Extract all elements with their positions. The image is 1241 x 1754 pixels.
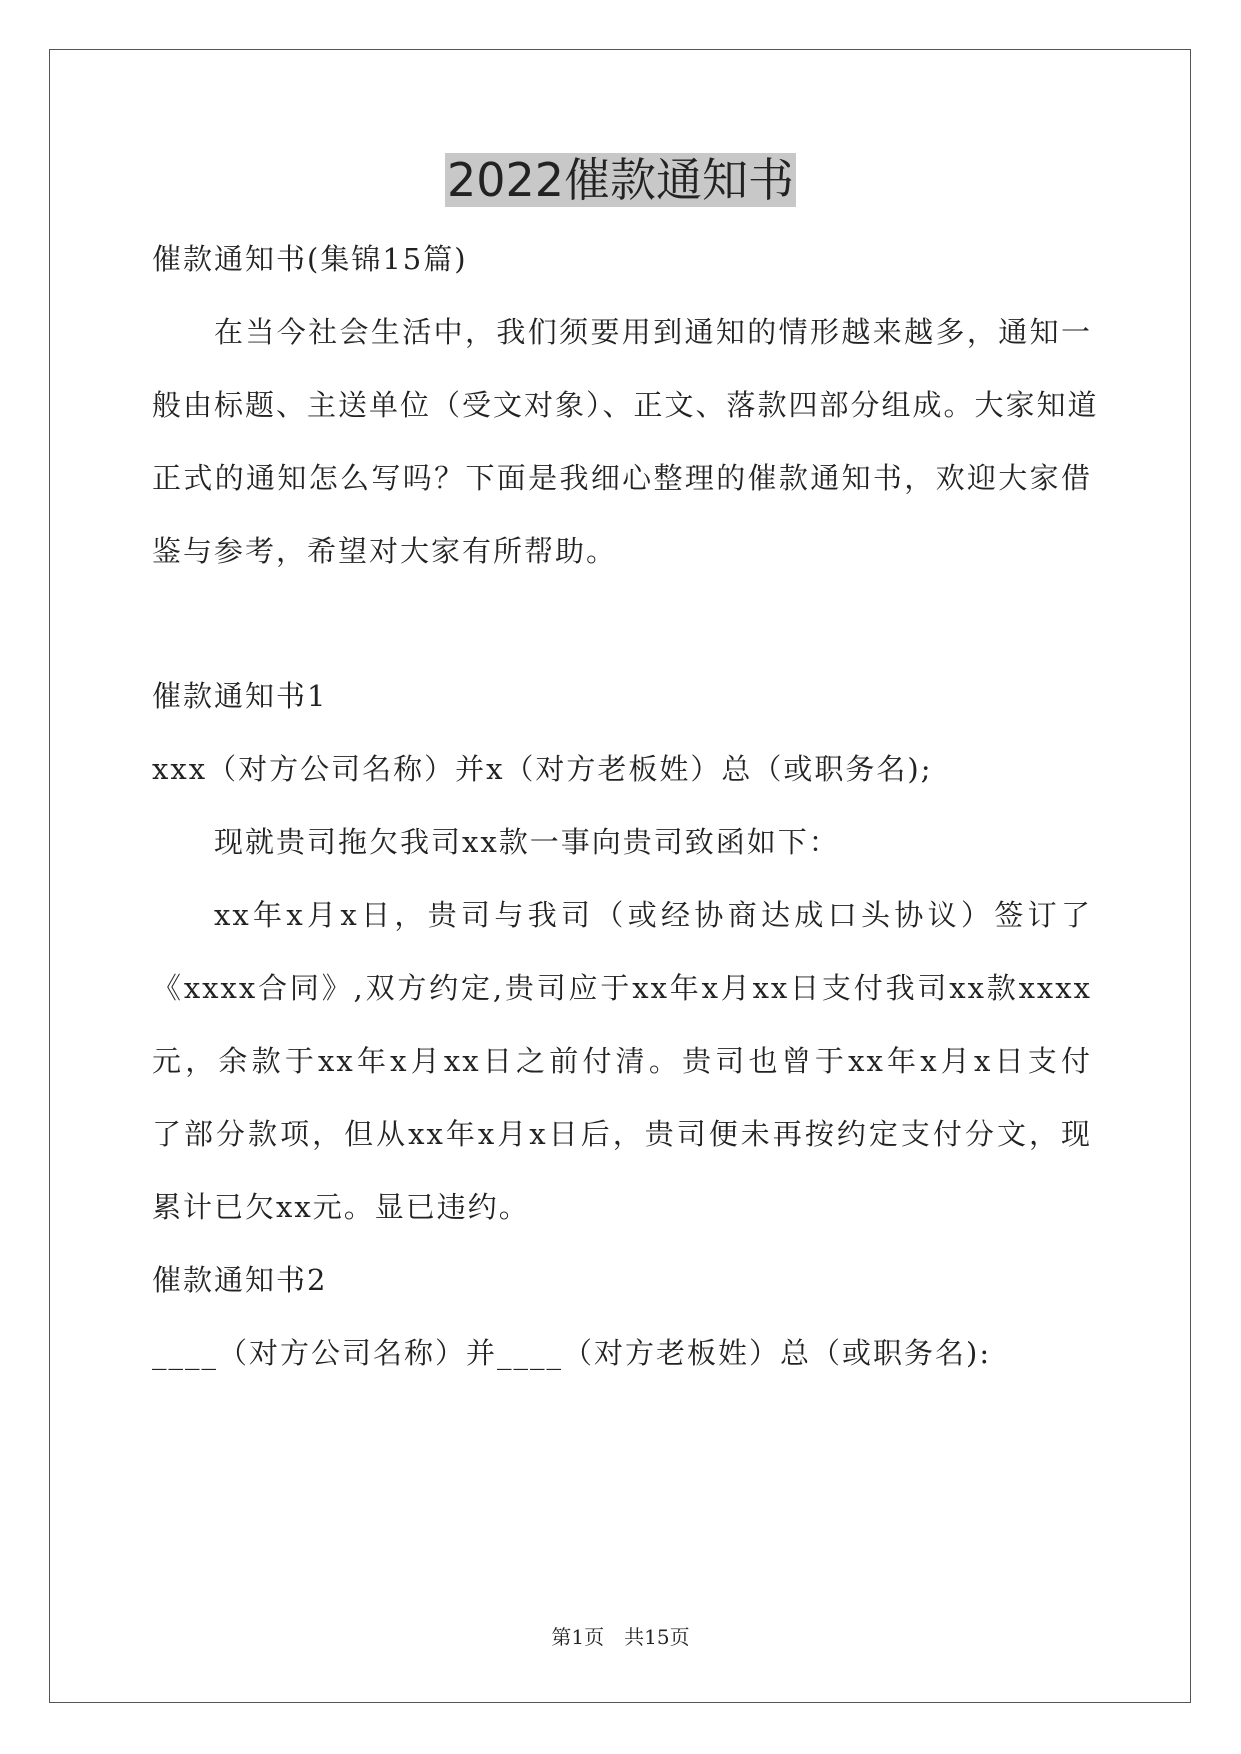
addressee-line-1: xxx（对方公司名称）并x（对方老板姓）总（或职务名); <box>152 752 933 786</box>
letter-opening-line: 现就贵司拖欠我司xx款一事向贵司致函如下： <box>214 825 840 859</box>
section-heading-2: 催款通知书2 <box>152 1263 328 1297</box>
document-title-text: 2022催款通知书 <box>446 153 795 207</box>
document-title <box>0 150 1241 210</box>
letter-body-line: 了部分款项，但从xx年x月x日后，贵司便未再按约定支付分文，现 <box>152 1117 1092 1151</box>
intro-paragraph-line: 在当今社会生活中，我们须要用到通知的情形越来越多，通知一 <box>214 315 1092 349</box>
letter-body-line: xx年x月x日，贵司与我司（或经协商达成口头协议）签订了 <box>214 898 1092 932</box>
page-border <box>49 49 1191 1703</box>
addressee-line-2: ____（对方公司名称）并____（对方老板姓）总（或职务名): <box>152 1336 992 1370</box>
page-number-footer: 第1页 共15页 <box>551 1625 690 1649</box>
intro-paragraph-line: 般由标题、主送单位（受文对象）、正文、落款四部分组成。大家知道 <box>152 388 1099 422</box>
letter-body-line: 《xxxx合同》,双方约定,贵司应于xx年x月xx日支付我司xx款xxxx <box>152 971 1092 1005</box>
subtitle-line: 催款通知书(集锦15篇) <box>152 242 468 276</box>
intro-paragraph-line: 正式的通知怎么写吗？下面是我细心整理的催款通知书，欢迎大家借 <box>152 461 1092 495</box>
intro-paragraph-line: 鉴与参考，希望对大家有所帮助。 <box>152 534 618 568</box>
letter-body-line: 元，余款于xx年x月xx日之前付清。贵司也曾于xx年x月x日支付 <box>152 1044 1092 1078</box>
letter-body-line: 累计已欠xx元。显已违约。 <box>152 1190 530 1224</box>
section-heading-1: 催款通知书1 <box>152 679 328 713</box>
